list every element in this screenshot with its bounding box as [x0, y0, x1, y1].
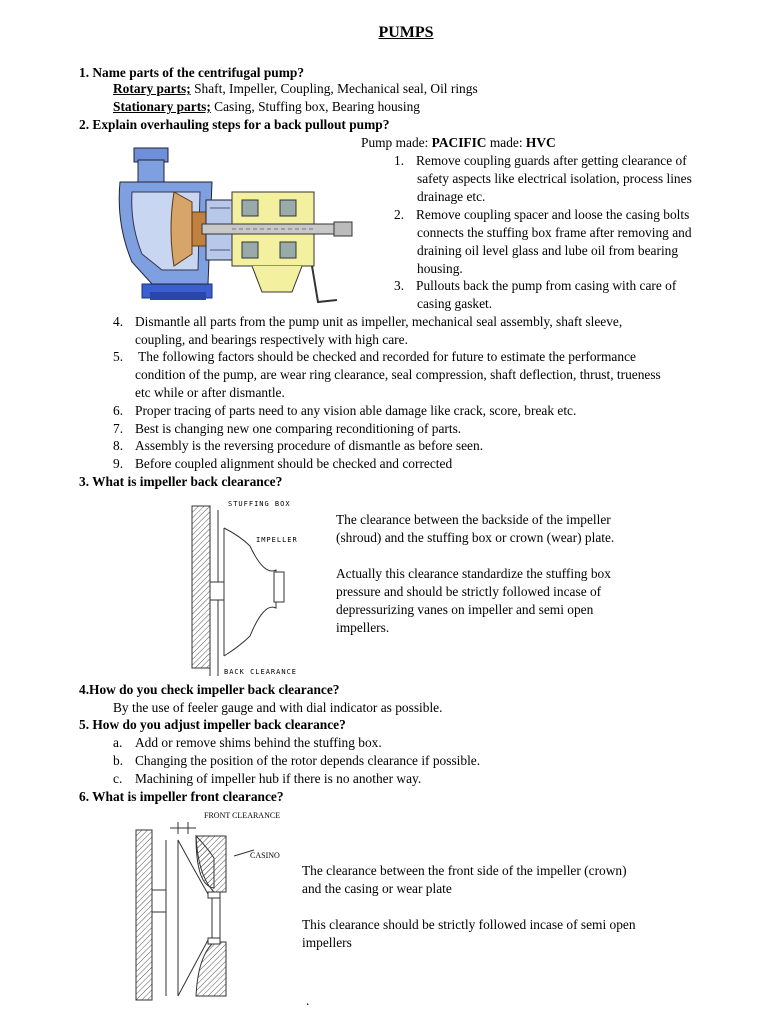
- q5-item-a-text: Add or remove shims behind the stuffing box.: [135, 735, 382, 750]
- step-2-number: 2.: [394, 207, 405, 222]
- step-4: [113, 313, 622, 331]
- pump-made-line: [361, 134, 556, 152]
- step-1-line-2: safety aspects like electrical isolation, process lines: [417, 171, 692, 186]
- step-4-line-1: Dismantle all parts from the pump unit as impeller, mechanical seal assembly, shaft sleeve,: [135, 314, 623, 329]
- q6-para2-line2: impellers: [302, 935, 352, 950]
- step-1: [394, 152, 687, 170]
- step-9-line-1: Before coupled alignment should be checked and corrected: [135, 456, 453, 471]
- question-6: 6. What is impeller front clearance?: [79, 789, 284, 804]
- step-5-line-2: condition of the pump, are wear ring clearance, seal compression, shaft deflection, thrust, trueness: [135, 367, 661, 382]
- q6-para1-line2: and the casing or wear plate: [302, 881, 452, 896]
- casing-label: CASINO: [250, 851, 280, 860]
- step-2-line-3: draining oil level glass and lube oil from bearing: [417, 243, 679, 258]
- page-title: PUMPS: [378, 24, 434, 41]
- step-5-line-3: etc while or after dismantle.: [135, 385, 285, 400]
- impeller-label: IMPELLER: [256, 536, 298, 544]
- step-9-number: 9.: [113, 456, 124, 471]
- step-8-number: 8.: [113, 438, 124, 453]
- trailing-dot: .: [306, 993, 310, 1008]
- front-clearance-label: FRONT CLEARANCE: [204, 811, 281, 820]
- step-4-number: 4.: [113, 314, 124, 329]
- front-clearance-diagram: [126, 806, 306, 1002]
- step-6-number: 6.: [113, 403, 124, 418]
- step-7-line-1: Best is changing new one comparing reconditioning of parts.: [135, 421, 462, 436]
- step-1-line-1: Remove coupling guards after getting clearance of: [416, 153, 687, 168]
- q5-item-a: [113, 734, 382, 752]
- pump-make-pacific: PACIFIC: [431, 135, 487, 150]
- question-3: 3. What is impeller back clearance?: [79, 474, 283, 489]
- step-7-number: 7.: [113, 421, 124, 436]
- q3-para2-line3: depressurizing vanes on impeller and semi open: [336, 602, 594, 617]
- stationary-parts-label: Stationary parts;: [113, 99, 211, 114]
- q5-item-c: [113, 770, 421, 788]
- step-3-line-1: Pullouts back the pump from casing with care of: [416, 278, 677, 293]
- back-clearance-diagram: [180, 496, 310, 678]
- q5-item-b: [113, 752, 480, 770]
- step-2-line-2: connects the stuffing box frame after removing and: [417, 225, 692, 240]
- question-1: 1. Name parts of the centrifugal pump?: [79, 65, 305, 80]
- back-clearance-label: BACK CLEARANCE: [224, 668, 298, 676]
- step-6: [113, 402, 576, 420]
- step-5: [113, 348, 636, 366]
- step-9: [113, 455, 452, 473]
- step-2: [394, 206, 689, 224]
- q5-item-a-letter: a.: [113, 735, 123, 750]
- rotary-parts-label: Rotary parts;: [113, 81, 191, 96]
- step-6-line-1: Proper tracing of parts need to any vision able damage like crack, score, break etc.: [135, 403, 577, 418]
- pump-made-mid: made:: [486, 135, 526, 150]
- step-8: [113, 437, 483, 455]
- q6-para2-line1: This clearance should be strictly followed incase of semi open: [302, 917, 636, 932]
- stationary-parts-line: [113, 98, 420, 116]
- step-3-line-2: casing gasket.: [417, 296, 493, 311]
- step-2-line-4: housing.: [417, 261, 463, 276]
- step-2-line-1: Remove coupling spacer and loose the casing bolts: [416, 207, 690, 222]
- question-2: 2. Explain overhauling steps for a back pullout pump?: [79, 117, 390, 132]
- q3-para2-line4: impellers.: [336, 620, 390, 635]
- q4-answer: By the use of feeler gauge and with dial indicator as possible.: [113, 700, 443, 715]
- q5-item-b-text: Changing the position of the rotor depends clearance if possible.: [135, 753, 481, 768]
- stationary-parts-text: Casing, Stuffing box, Bearing housing: [210, 99, 420, 114]
- q3-para1-line1: The clearance between the backside of the impeller: [336, 512, 611, 527]
- question-4: 4.How do you check impeller back clearance?: [79, 682, 340, 697]
- question-5: 5. How do you adjust impeller back clearance?: [79, 717, 346, 732]
- step-4-line-2: coupling, and bearings respectively with high care.: [135, 332, 408, 347]
- step-3-number: 3.: [394, 278, 405, 293]
- q5-item-c-letter: c.: [113, 771, 123, 786]
- q5-item-b-letter: b.: [113, 753, 124, 768]
- step-3: [394, 277, 676, 295]
- step-1-line-3: drainage etc.: [417, 189, 486, 204]
- pump-made-prefix: Pump made:: [361, 135, 432, 150]
- pump-illustration: [112, 142, 357, 306]
- rotary-parts-line: [113, 80, 478, 98]
- step-8-line-1: Assembly is the reversing procedure of dismantle as before seen.: [135, 438, 484, 453]
- q5-item-c-text: Machining of impeller hub if there is no another way.: [135, 771, 422, 786]
- q3-para2-line1: Actually this clearance standardize the stuffing box: [336, 566, 611, 581]
- pump-make-hvc: HVC: [525, 135, 556, 150]
- step-7: [113, 420, 461, 438]
- q6-para1-line1: The clearance between the front side of the impeller (crown): [302, 863, 627, 878]
- step-1-number: 1.: [394, 153, 405, 168]
- step-5-number: 5.: [113, 349, 124, 364]
- q3-para2-line2: pressure and should be strictly followed incase of: [336, 584, 602, 599]
- q3-para1-line2: (shroud) and the stuffing box or crown (wear) plate.: [336, 530, 615, 545]
- rotary-parts-text: Shaft, Impeller, Coupling, Mechanical seal, Oil rings: [190, 81, 478, 96]
- stuffing-box-label: STUFFING BOX: [228, 500, 291, 508]
- step-5-line-1: The following factors should be checked and recorded for future to estimate the performance: [135, 349, 636, 364]
